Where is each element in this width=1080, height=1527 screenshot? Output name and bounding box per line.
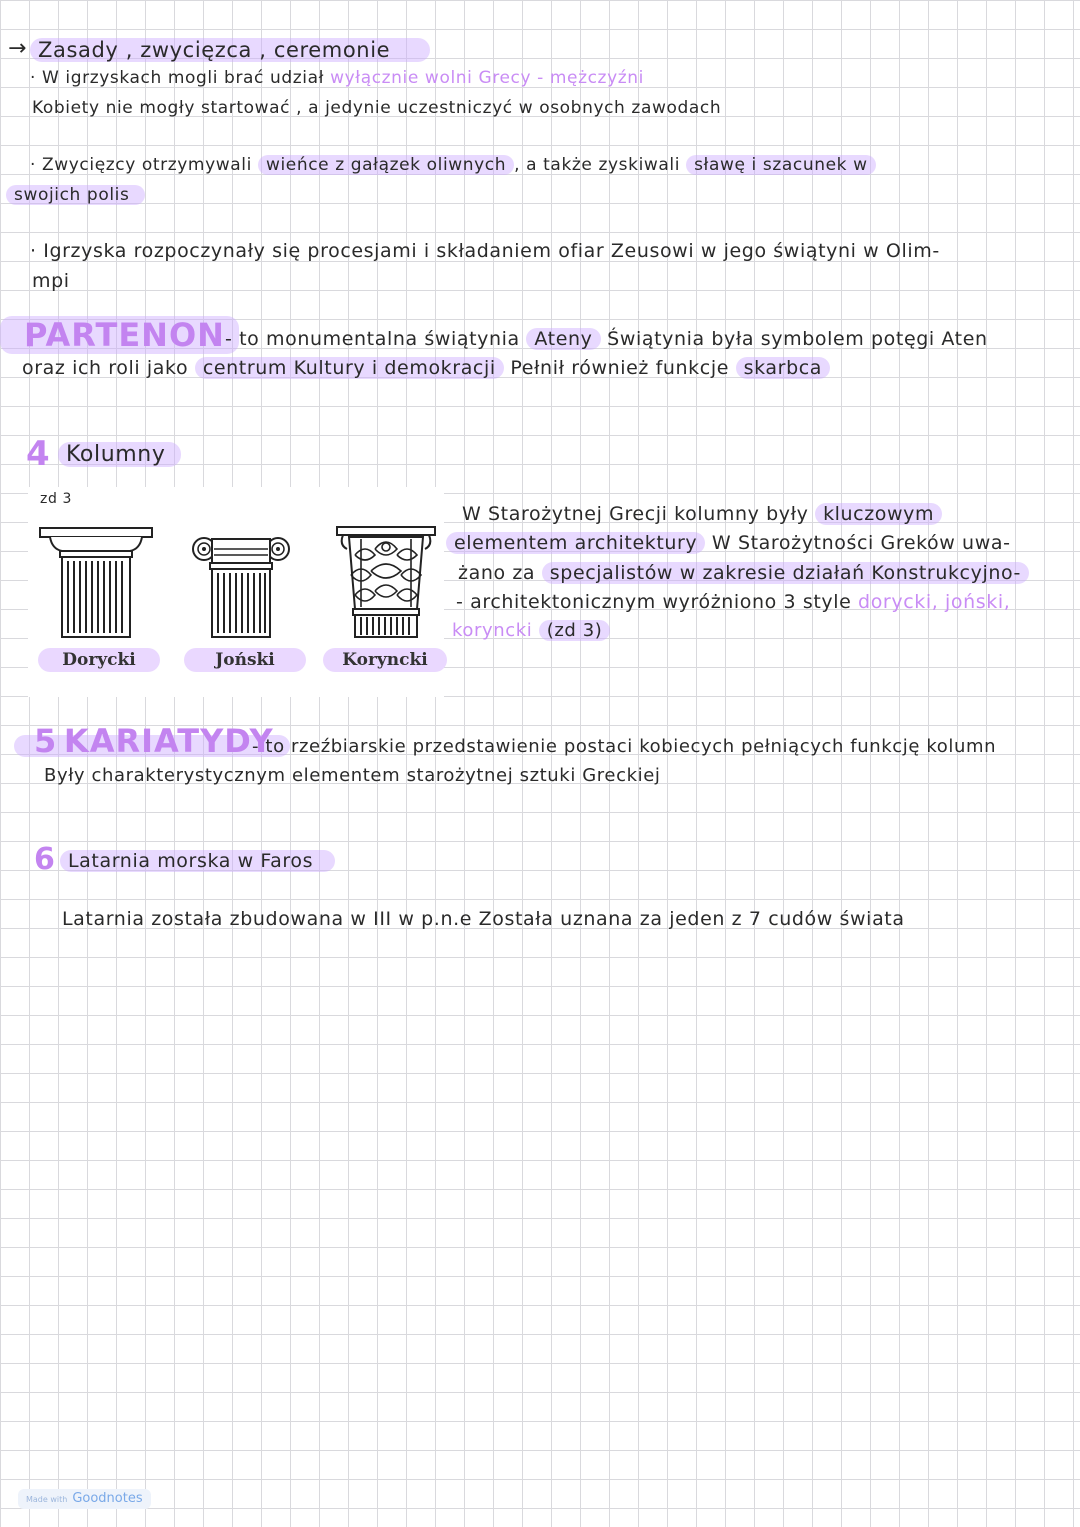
faros-number: 6 bbox=[34, 842, 56, 877]
columns-text-3: żano za specjalistów w zakresie działań Konstrukcyjno- bbox=[458, 562, 1029, 584]
games-line-1: · W igrzyskach mogli brać udział wyłącznie wolni Grecy - mężczyźni bbox=[30, 68, 644, 88]
column-label-ionic: Joński bbox=[184, 648, 306, 672]
columns-text-4: - architektonicznym wyróżniono 3 style dorycki, joński, bbox=[456, 591, 1011, 613]
partenon-title: PARTENON bbox=[0, 316, 239, 354]
columns-tag: zd 3 bbox=[40, 491, 72, 507]
games-line-5: · Igrzyska rozpoczynały się procesjami i składaniem ofiar Zeusowi w jego świątyni w Olim- bbox=[30, 240, 940, 262]
ionic-column-icon bbox=[188, 525, 294, 640]
kariatydy-line-2: Były charakterystycznym elementem starożytnej sztuki Greckiej bbox=[44, 765, 661, 786]
columns-number: 4 bbox=[26, 434, 51, 474]
kariatydy-line-1: - to rzeźbiarskie przedstawienie postaci kobiecych pełniących funkcję kolumn bbox=[252, 736, 997, 757]
columns-heading: Kolumny bbox=[58, 442, 181, 467]
faros-line-1: Latarnia została zbudowana w III w p.n.e Została uznana za jeden z 7 cudów świata bbox=[62, 908, 905, 930]
corinthian-column-icon bbox=[335, 525, 437, 640]
games-line-2: Kobiety nie mogły startować , a jedynie uczestniczyć w osobnych zawodach bbox=[32, 98, 722, 118]
faros-heading: Latarnia morska w Faros bbox=[60, 850, 335, 872]
goodnotes-badge: Made with Goodnotes bbox=[18, 1489, 151, 1509]
games-heading: Zasady , zwycięzca , ceremonie bbox=[30, 38, 430, 62]
columns-text-2: elementem architektury W Starożytności Greków uwa- bbox=[446, 532, 1011, 554]
partenon-line-1: - to monumentalna świątynia Ateny Świątynia była symbolem potęgi Aten bbox=[225, 328, 988, 350]
column-label-corinthian: Koryncki bbox=[323, 648, 447, 672]
kariatydy-title: 5 KARIATYDY bbox=[14, 722, 290, 760]
games-line-3: · Zwycięzcy otrzymywali wieńce z gałązek oliwnych , a także zyskiwali sławę i szacunek w bbox=[30, 155, 876, 175]
games-line-4: swojich polis bbox=[6, 185, 145, 205]
doric-column-icon bbox=[38, 525, 154, 640]
columns-text-5: koryncki (zd 3) bbox=[452, 620, 610, 641]
games-line-6: mpi bbox=[32, 270, 70, 292]
column-label-doric: Dorycki bbox=[38, 648, 160, 672]
partenon-line-2: oraz ich roli jako centrum Kultury i demokracji Pełnił również funkcje skarbca bbox=[22, 357, 830, 379]
columns-text-1: W Starożytnej Grecji kolumny były kluczowym bbox=[462, 503, 942, 525]
arrow-icon: → bbox=[8, 36, 28, 61]
